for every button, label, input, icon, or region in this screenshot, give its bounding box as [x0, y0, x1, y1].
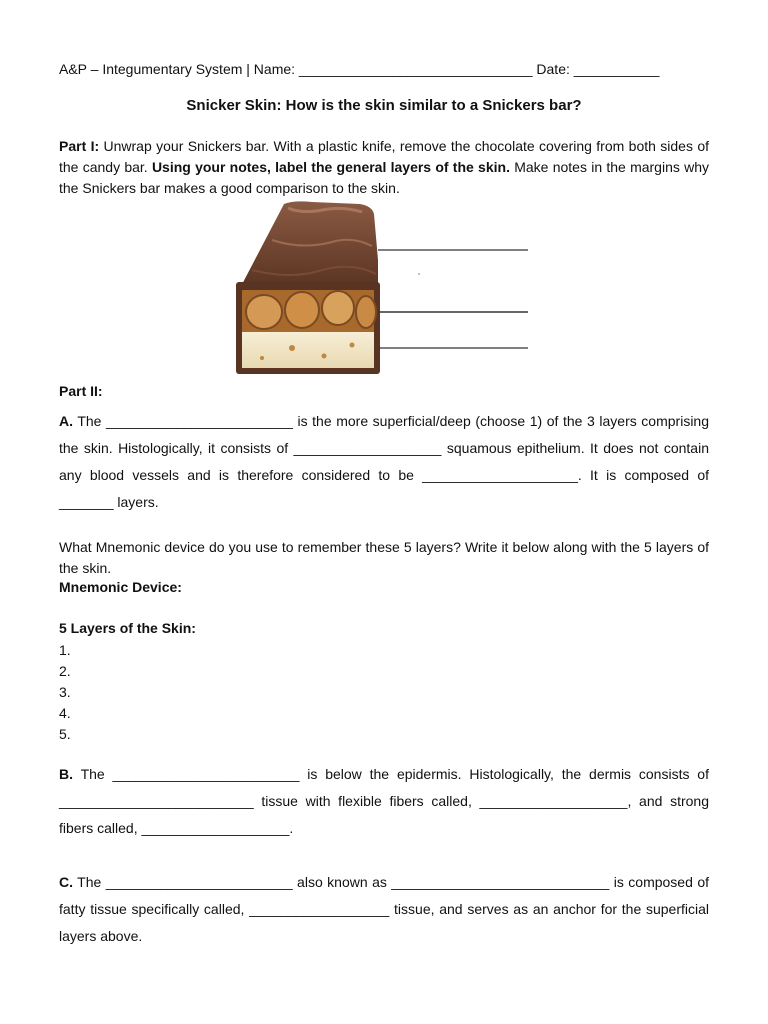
mnemonic-question: What Mnemonic device do you use to remember these 5 layers? Write it below along with the 5 layers of the skin.	[59, 539, 709, 576]
layers-list	[59, 640, 709, 745]
layer-item-2: 2.	[59, 663, 71, 679]
section-c-label: C.	[59, 874, 73, 890]
worksheet-title: Snicker Skin: How is the skin similar to a Snickers bar?	[186, 97, 582, 114]
part-2-section-c	[59, 869, 709, 950]
part-1-label: Part I:	[59, 138, 100, 154]
worksheet-header: A&P – Integumentary System | Name: ______________________________ Date: ___________	[59, 61, 660, 77]
layer-item-4: 4.	[59, 705, 71, 721]
section-a-label: A.	[59, 413, 73, 429]
layer-item-3: 3.	[59, 684, 71, 700]
layer-item-1: 1.	[59, 642, 71, 658]
section-b-label: B.	[59, 766, 73, 782]
part-2-section-b	[59, 761, 709, 842]
section-c-text: The ________________________ also known as ____________________________ is composed of fatty tissue specifically called, __________________ tissue, and serves as an anchor for the superficial layers above.	[59, 874, 709, 944]
section-b-text: The ________________________ is below the epidermis. Histologically, the dermis consists of _________________________ tissue with flexible fibers called, ___________________, and strong fibers called, ___________________.	[59, 766, 709, 836]
snickers-bar-image	[232, 200, 532, 378]
part-2-label: Part II:	[59, 383, 103, 399]
mnemonic-device-label: Mnemonic Device:	[59, 579, 182, 595]
part-2-section-a	[59, 408, 709, 516]
layer-item-5: 5.	[59, 726, 71, 742]
part-1-paragraph	[59, 136, 709, 199]
part-1-bold-instruction: Using your notes, label the general layers of the skin.	[151, 159, 510, 175]
part-1-text-b: Make notes in the margins why the Snickers bar makes a good comparison to the skin.	[59, 159, 710, 196]
layers-heading: 5 Layers of the Skin:	[59, 620, 196, 636]
section-a-text: The ________________________ is the more superficial/deep (choose 1) of the 3 layers comprising the skin. Histologically, it consists of ___________________ squamous epithelium. It does not contain any blood vessels and is therefore considered to be ____________________. It is composed of _______ layers.	[59, 413, 709, 510]
part-1-text-a: Unwrap your Snickers bar. With a plastic knife, remove the chocolate covering from both sides of the candy bar.	[59, 138, 709, 175]
snickers-bar-illustration	[232, 200, 532, 378]
